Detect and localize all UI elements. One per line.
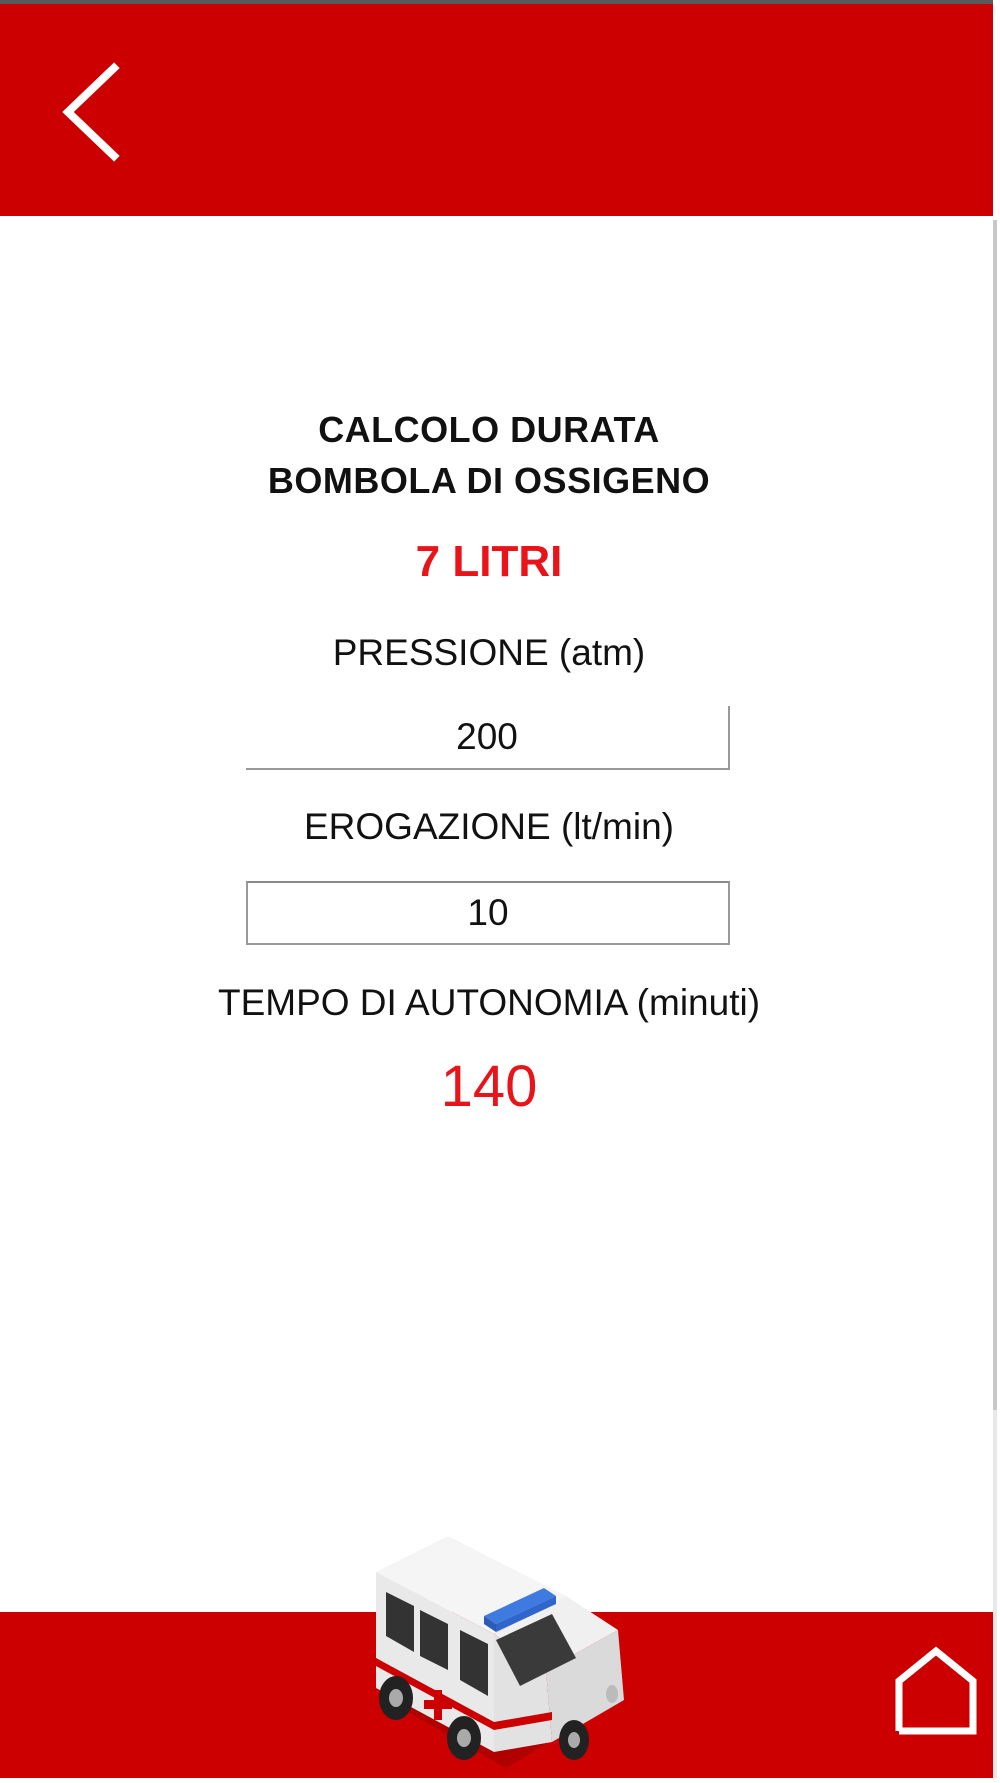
- flow-label: EROGAZIONE (lt/min): [303, 806, 675, 847]
- calculator-panel: [0, 216, 993, 1612]
- autonomy-label: TEMPO DI AUTONOMIA (minuti): [217, 982, 761, 1023]
- right-edge: [993, 0, 1000, 1778]
- ambulance-illustration: [356, 1530, 656, 1778]
- chevron-left-icon: [52, 60, 132, 170]
- autonomy-result: 140: [440, 1054, 538, 1119]
- pressure-label: PRESSIONE (atm): [332, 632, 646, 673]
- top-app-bar: [0, 4, 993, 216]
- home-button[interactable]: [893, 1645, 979, 1735]
- home-icon: [893, 1645, 979, 1735]
- title-line-1: CALCOLO DURATA: [318, 409, 660, 450]
- edge-shade-lower: [993, 1410, 997, 1778]
- flow-input[interactable]: [246, 881, 730, 945]
- pressure-input[interactable]: [246, 706, 730, 770]
- page-title: [0, 404, 978, 506]
- title-line-2: BOMBOLA DI OSSIGENO: [267, 460, 711, 501]
- back-button[interactable]: [52, 60, 132, 170]
- edge-shade-upper: [993, 220, 997, 1410]
- cylinder-size-label: 7 LITRI: [415, 537, 563, 586]
